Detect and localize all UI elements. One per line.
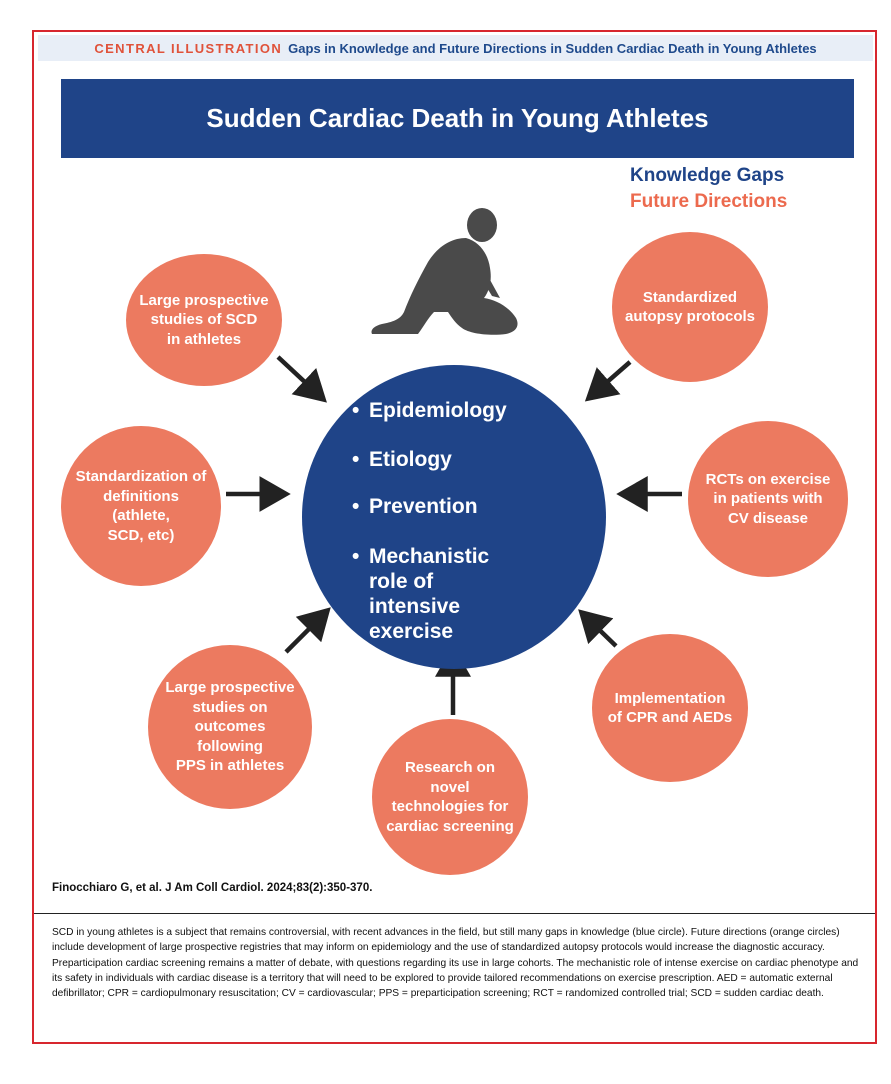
divider (34, 913, 875, 914)
future-direction-standardized-autopsy: Standardized autopsy protocols (612, 232, 768, 382)
knowledge-gap-item: • Etiology (352, 447, 452, 472)
header-label: CENTRAL ILLUSTRATION (94, 40, 283, 56)
cpr-rescuer-figure-icon (371, 208, 517, 335)
knowledge-gap-item: • Epidemiology (352, 398, 507, 423)
future-direction-standardized-definitions: Standardization of definitions (athlete, SCD, etc) (61, 426, 221, 586)
citation: Finocchiaro G, et al. J Am Coll Cardiol. 2024;83(2):350-370. (52, 882, 373, 894)
future-direction-prospective-studies-scd: Large prospective studies of SCD in athletes (126, 254, 282, 386)
banner-title: Sudden Cardiac Death in Young Athletes (206, 103, 709, 133)
arrow-top-left (278, 357, 322, 398)
future-direction-outcomes-after-pps: Large prospective studies on outcomes following PPS in athletes (148, 645, 312, 809)
arrow-bottom-left (286, 612, 326, 652)
future-direction-rcts-exercise-cv-disease: RCTs on exercise in patients with CV disease (688, 421, 848, 577)
header-title: Gaps in Knowledge and Future Directions in Sudden Cardiac Death in Young Athletes (288, 40, 817, 56)
figure-caption: SCD in young athletes is a subject that remains controversial, with recent advances in the field, but still many gaps in knowledge (blue circle). Future directions (orange circles) include development of large prospective registries that may inform on epidemiology and the use of standardized autopsy protocols would increase the diagnostic accuracy. Preparticipation cardiac screening remains a matter of debate, with questions regarding its use in large cohorts. The mechanistic role of intense exercise on cardiac phenotype and its safety in individuals with cardiac disease is a territory that will need to be explored to provide tailored recommendations on exercise prescription. AED = automatic external defibrillator; CPR = cardiopulmonary resuscitation; CV = cardiovascular; PPS = preparticipation screening; RCT = randomized controlled trial; SCD = sudden cardiac death. (52, 927, 859, 1000)
arrow-top-right (590, 362, 630, 397)
future-direction-novel-screening-technologies: Research on novel technologies for cardiac screening (372, 719, 528, 875)
knowledge-gap-item: • Mechanistic role of intensive exercise (352, 544, 489, 644)
future-direction-cpr-and-aeds: Implementation of CPR and AEDs (592, 634, 748, 782)
legend-knowledge-gaps: Knowledge Gaps (630, 165, 785, 186)
knowledge-gap-item: • Prevention (352, 494, 478, 519)
legend-future-directions: Future Directions (630, 191, 788, 212)
arrow-bottom-right (583, 614, 616, 646)
